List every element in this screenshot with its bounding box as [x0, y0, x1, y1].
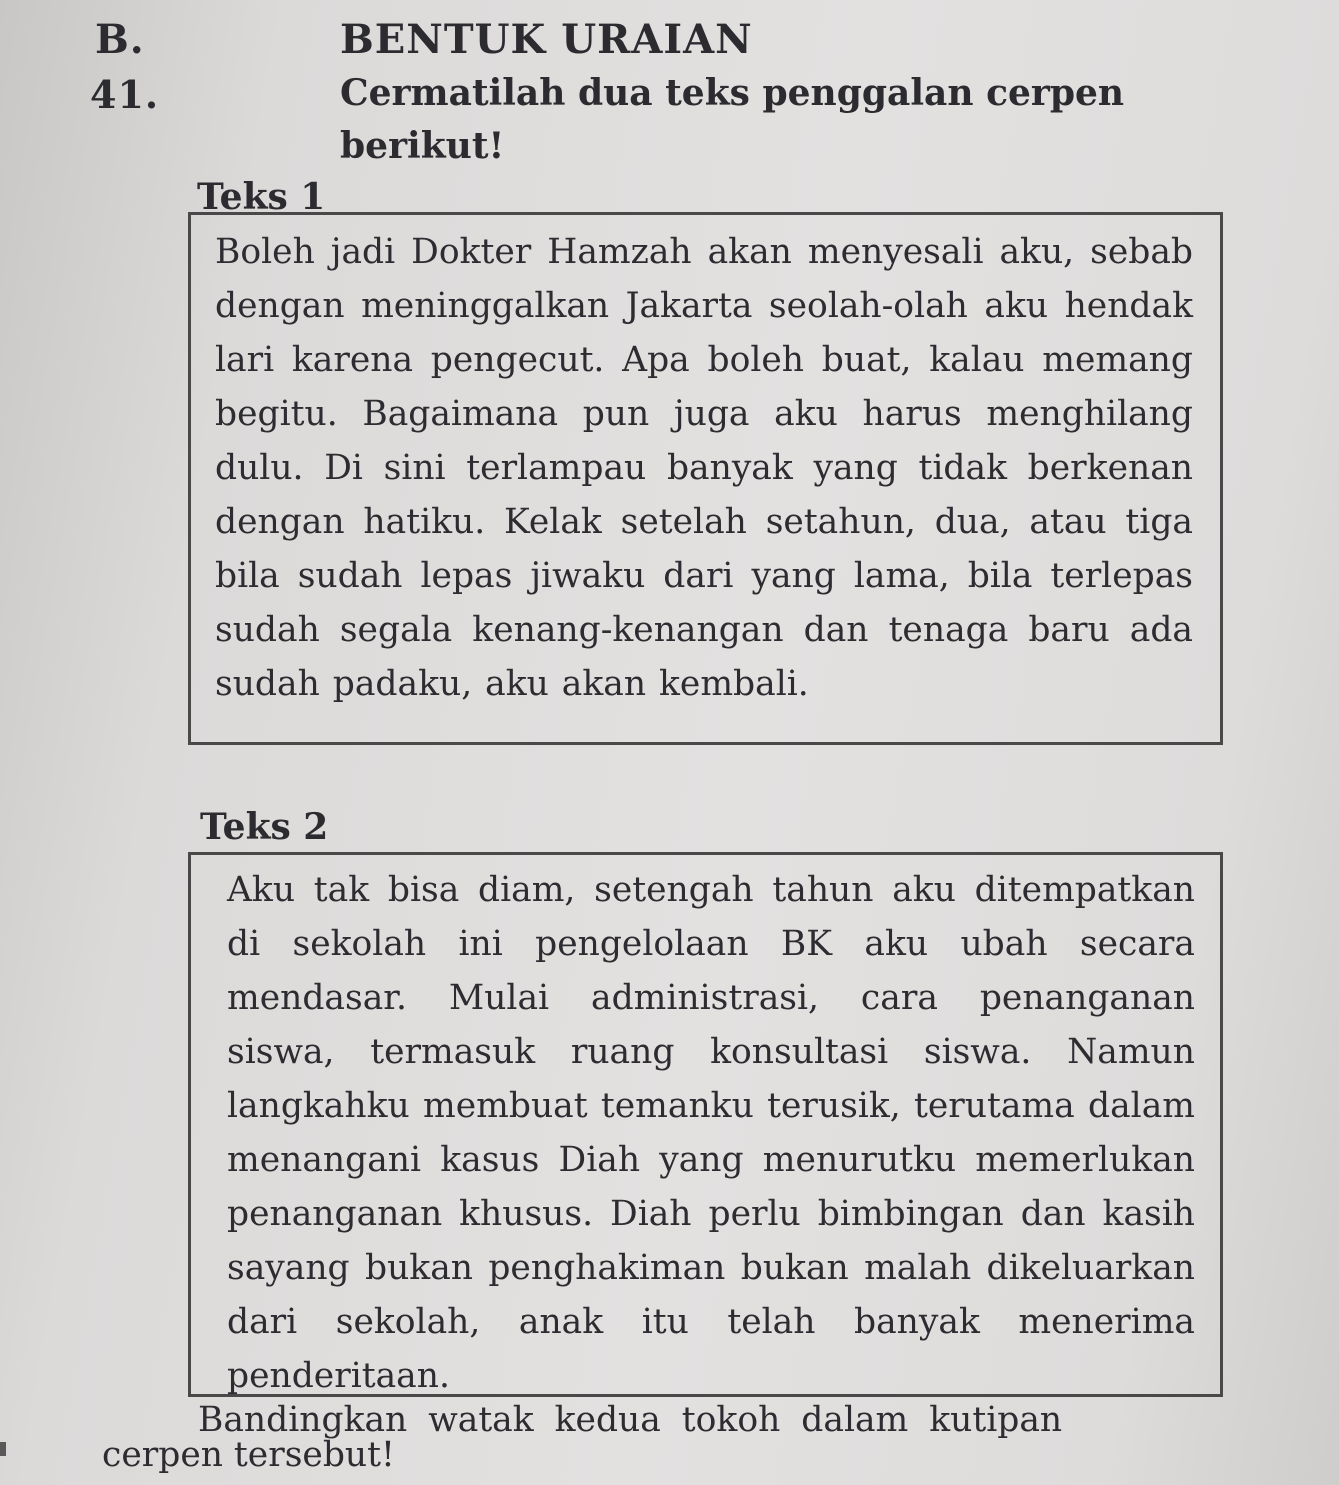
task-line2: cerpen tersebut!	[102, 1435, 395, 1475]
text1-body: Boleh jadi Dokter Hamzah akan menyesali aku, sebab dengan meninggalkan Jakarta seolah-olah aku hendak lari karena pengecut. Apa boleh buat, kalau memang begitu. Bagaimana pun juga aku harus menghilang dulu. Di sini terlampau banyak yang tidak berkenan dengan hatiku. Kelak setelah setahun, dua, atau tiga bila sudah lepas jiwaku dari yang lama, bila terlepas sudah segala kenang-kenangan dan tenaga baru ada sudah padaku, aku akan kembali.	[215, 232, 1193, 704]
section-title: BENTUK URAIAN	[340, 16, 753, 63]
text1-box	[188, 212, 1223, 745]
section-letter: B.	[95, 16, 145, 63]
text2-box	[188, 852, 1223, 1397]
page-edge-mark	[0, 1442, 6, 1456]
text1-label: Teks 1	[197, 176, 326, 218]
text2-label: Teks 2	[200, 806, 329, 848]
question-number: 41.	[90, 72, 160, 117]
text2-body: Aku tak bisa diam, setengah tahun aku ditempatkan di sekolah ini pengelolaan BK aku ubah secara mendasar. Mulai administrasi, cara penanganan siswa, termasuk ruang konsultasi siswa. Namun langkahku membuat temanku terusik, terutama dalam menangani kasus Diah yang menurutku memerlukan penanganan khusus. Diah perlu bimbingan dan kasih sayang bukan penghakiman bukan malah dikeluarkan dari sekolah, anak itu telah banyak menerima penderitaan.	[227, 870, 1195, 1396]
question-instruction-line2: berikut!	[340, 125, 505, 167]
task-line1: Bandingkan watak kedua tokoh dalam kutipan	[198, 1400, 1063, 1440]
question-instruction-line1: Cermatilah dua teks penggalan cerpen	[340, 72, 1125, 114]
